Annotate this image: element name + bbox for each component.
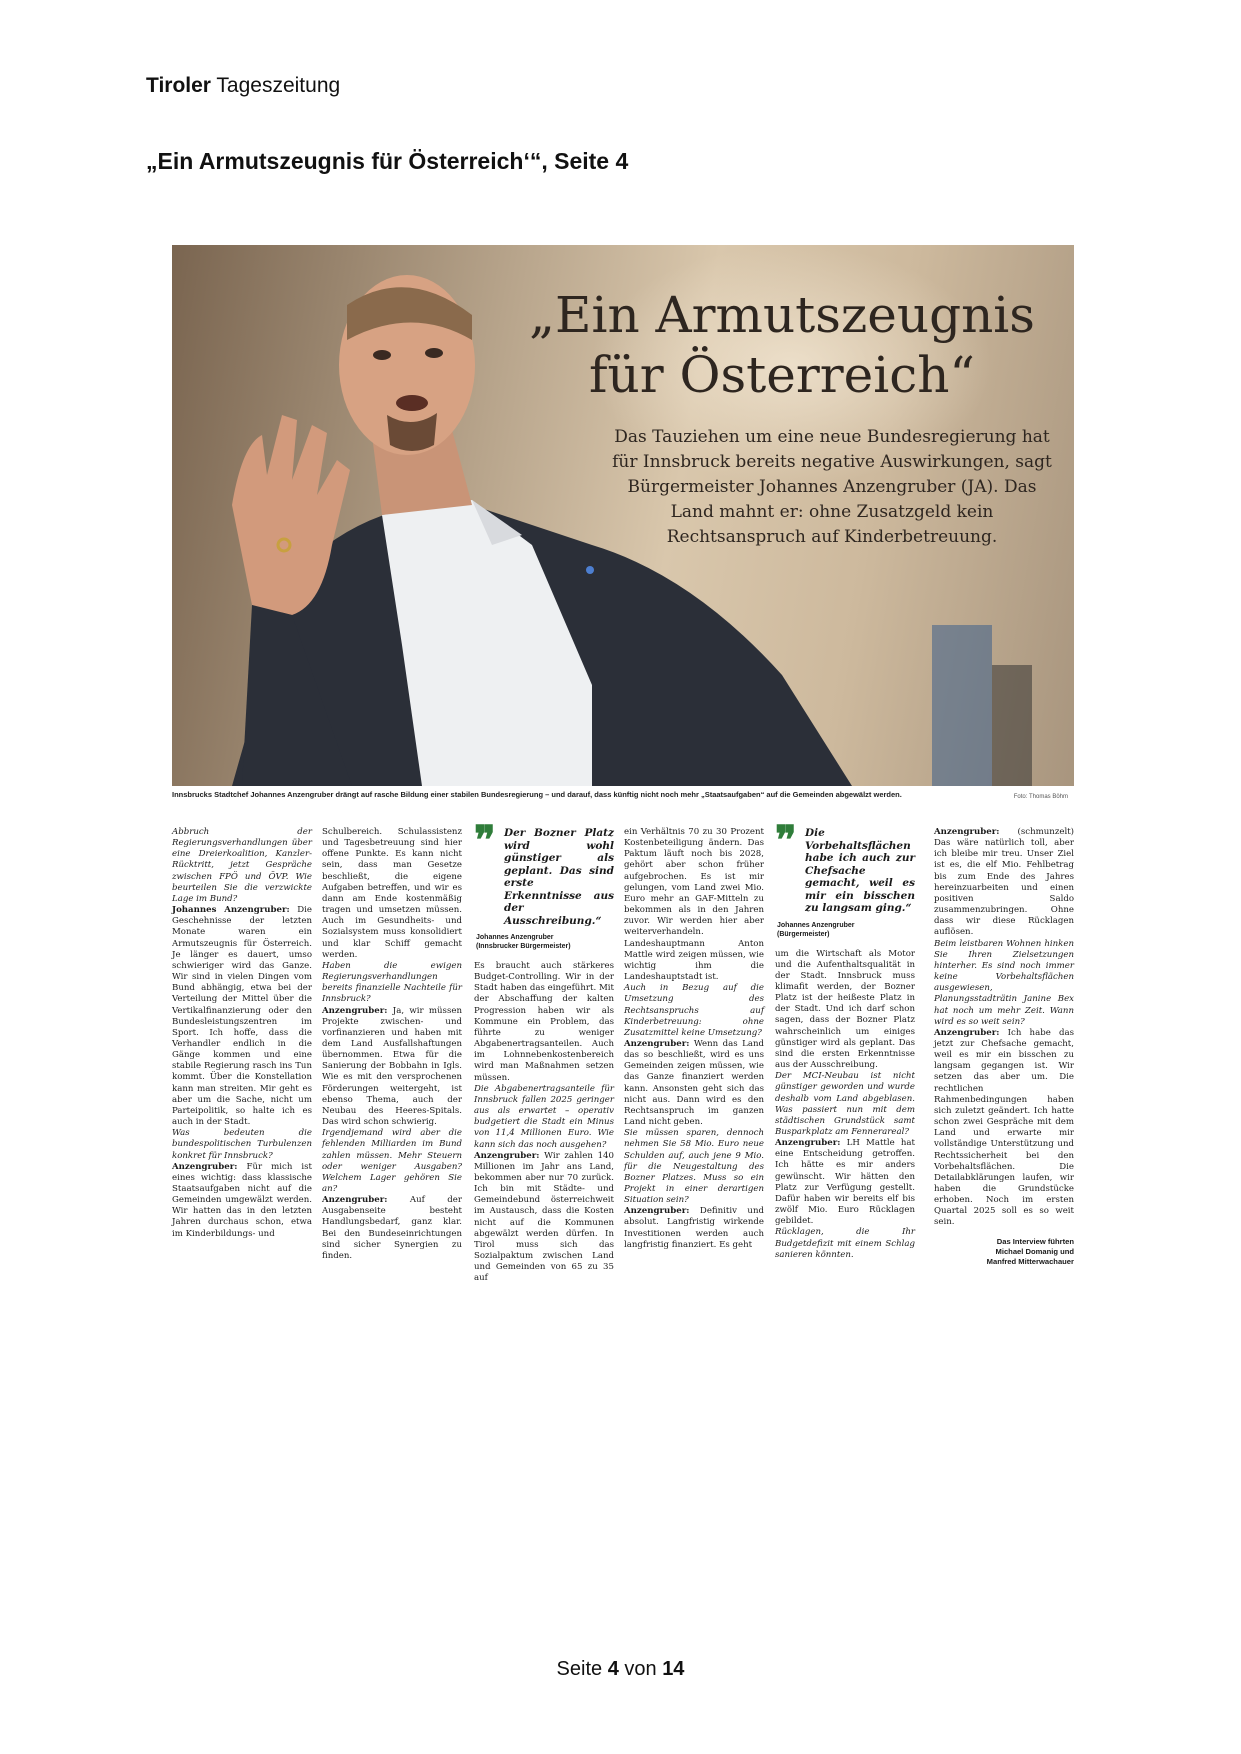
interview-question: Der MCI-Neubau ist nicht günstiger geworden und wurde deshalb vom Land abgeblasen. Was passiert nun mit dem städtischen Grundstück samt Busparkplatz am Fennerareal?	[775, 1071, 915, 1137]
speaker-name: Anzengruber:	[322, 1195, 388, 1206]
answer-text: Schulbereich. Schulassistenz und Tagesbetreuung sind hier offene Punkte. Es kann nicht sein, dass man Gesetze beschließt, die eigene Aufgaben betreffen, und wir es dann am Ende kostenmäßig tragen und umsetzen müssen. Auch im Gesundheits- und Sozialsystem muss konsolidiert und klar Schiff gemacht werden.	[322, 827, 462, 960]
text-column-5-body	[775, 949, 915, 1261]
answer-text: Ich habe das jetzt zur Chefsache gemacht, weil es mir ein bisschen zu langsam gegangen ist. Wir setzen das aber um. Die rechtlichen Rahmenbedingungen haben sich zuletzt geändert. Ich hatte schon zwei Gespräche mit dem Land und erwarte mir vollständige Unterstützung und Rechtssicherheit bei den Vorbehaltsflächen. Die Detailabklärungen laufen, wir haben die Grundstücke erhoben. Noch im ersten Quartal 2025 soll es so weit sein.	[934, 1027, 1074, 1228]
interview-answer	[322, 1195, 462, 1262]
answer-text: Für mich ist eines wichtig: dass klassische Staatsaufgaben nicht auf die Gemeinden umgewälzt werden. Wir hatten das in den letzten Jahren durchaus schon, etwa im Kinderbildungs- und	[172, 1161, 312, 1239]
interview-answer	[775, 949, 915, 1072]
pull-quote-2-source: Johannes Anzengruber (Bürgermeister)	[777, 921, 855, 938]
interview-answer	[624, 1039, 764, 1128]
speaker-name: Anzengruber:	[934, 827, 1000, 837]
interview-question: Rücklagen, die Ihr Budgetdefizit mit einem Schlag sanieren könnten.	[775, 1227, 915, 1260]
interview-answer	[172, 1162, 312, 1240]
answer-text: Es braucht auch stärkeres Budget-Controlling. Wir in der Stadt haben das eingeführt. Mit der Abschaffung der kalten Progression haben wir als Kommune ein Problem, das führte zu weniger Abgabenertragsanteilen. Auch im Lohnnebenkostenbereich wird man Maßnahmen setzen müssen.	[474, 961, 614, 1083]
speaker-name: Anzengruber:	[775, 1138, 841, 1149]
interview-answer	[322, 1006, 462, 1129]
text-column-4	[624, 827, 764, 1251]
article-body	[172, 817, 1074, 1284]
quote-mark-icon: ❞	[775, 817, 797, 864]
interview-answer	[172, 905, 312, 1128]
interview-answer	[322, 827, 462, 961]
interview-answer	[474, 961, 614, 1084]
answer-text: Wenn das Land das so beschließt, wird es uns Gemeinden zeigen müssen, wie das Ganze finanziert werden kann. Ansonsten geht sich das nicht aus. Dann wird es den Rechtsanspruch im ganzen Land nicht geben.	[624, 1038, 764, 1128]
page-headline: „Ein Armutszeugnis für Österreich‘“, Seite 4	[146, 148, 629, 174]
text-column-5	[775, 817, 915, 1261]
article-title: „Ein Armutszeugnis für Österreich“	[529, 286, 1035, 404]
interview-question: Was bedeuten die bundespolitischen Turbulenzen konkret für Innsbruck?	[172, 1128, 312, 1161]
interview-answer	[474, 1151, 614, 1285]
article-photo	[172, 245, 1074, 786]
interview-question: Beim leistbaren Wohnen hinken Sie Ihren Zielsetzungen hinterher. Es sind noch immer keine Vorbehaltsflächen ausgewiesen, Planungsstadträtin Janine Bex hat noch um mehr Zeit. Wann wird es so weit sein?	[934, 938, 1074, 1027]
interview-question: Haben die ewigen Regierungsverhandlungen bereits finanzielle Nachteile für Innsbruck?	[322, 960, 462, 1005]
answer-text: (schmunzelt) Das wäre natürlich toll, aber ich bleibe mir treu. Unser Ziel ist es, die elf Mio. Fehlbetrag bis zum Ende des Jahres hereinzuarbeiten und einen positiven Saldo zusammenzubringen. Ohne dass wir diese Rücklagen auflösen.	[934, 827, 1074, 938]
text-column-3-body	[474, 961, 614, 1285]
answer-text: Wir zahlen 140 Millionen im Jahr ans Land, bekommen aber nur 70 zurück. Ich bin mit Städte- und Gemeindebund österreichweit im Austausch, dass die Kosten nicht auf die Kommunen abgewälzt werden dürfen. In Tirol muss sich das Sozialpaktum zwischen Land und Gemeinden von 65 zu 35 auf	[474, 1150, 614, 1284]
publication-name: Tiroler Tageszeitung	[146, 74, 341, 97]
photo-caption: Innsbrucks Stadtchef Johannes Anzengruber drängt auf rasche Bildung einer stabilen Bundesregierung – und darauf, dass künftig nicht noch mehr „Staatsaufgaben“ auf die Gemeinden abgewälzt werden.	[172, 790, 902, 799]
interview-answer	[775, 1138, 915, 1227]
interview-answer	[934, 827, 1074, 939]
speaker-name: Anzengruber:	[474, 1150, 540, 1161]
speaker-name: Johannes Anzengruber:	[172, 905, 290, 916]
pull-quote-1: ❞ Der Bozner Platz wird wohl günstiger als geplant. Das sind erste Erkenntnisse aus der Ausschreibung.“	[474, 817, 614, 927]
speaker-name: Anzengruber:	[322, 1005, 388, 1016]
speaker-name: Anzengruber:	[624, 1038, 690, 1049]
interview-answer	[624, 827, 764, 983]
speaker-name: Anzengruber:	[624, 1206, 690, 1217]
pull-quote-1-source: Johannes Anzengruber (Innsbrucker Bürgermeister)	[476, 934, 571, 950]
interview-question: Irgendjemand wird aber die fehlenden Milliarden im Bund zahlen müssen. Mehr Steuern oder weniger Ausgaben? Welchem Lager gehören Sie an?	[322, 1128, 462, 1194]
answer-text: Auf der Ausgabenseite besteht Handlungsbedarf, ganz klar. Bei den Bundeseinrichtungen sind sicher Synergien zu finden.	[322, 1195, 462, 1261]
text-column-3	[474, 817, 614, 1285]
quote-mark-icon: ❞	[474, 817, 496, 864]
interview-credit: Das Interview führten Michael Domanig und Manfred Mitterwachauer	[986, 1236, 1074, 1266]
interview-answer	[934, 1028, 1074, 1229]
interview-answer	[624, 1206, 764, 1251]
page-footer: Seite 4 von 14	[556, 1658, 685, 1680]
photo-credit: Foto: Thomas Böhm	[1013, 794, 1068, 800]
speaker-name: Anzengruber:	[172, 1161, 238, 1172]
pull-quote-2: ❞ Die Vorbehaltsflächen habe ich auch zur Chefsache gemacht, weil es mir ein bisschen zu langsam ging.“	[775, 817, 915, 914]
speaker-name: Anzengruber:	[934, 1027, 1000, 1038]
answer-text: Definitiv und absolut. Langfristig wirkende Investitionen werden auch langfristig finanziert. Es geht	[624, 1206, 764, 1250]
text-column-6	[934, 827, 1074, 1267]
answer-text: LH Mattle hat eine Entscheidung getroffen. Ich hätte es mir anders gewünscht. Wir hätten den Platz zur Verfügung gestellt. Dafür haben wir bereits elf bis zwölf Mio. Euro Rücklagen gebildet.	[775, 1138, 915, 1227]
newspaper-clipping	[172, 245, 1074, 1284]
answer-text: Ja, wir müssen Projekte zwischen- und vorfinanzieren und haben mit dem Land Ausfallshaftungen übernommen. Etwa für die Sanierung der Bobbahn in Igls. Wie es mit den versprochenen Förderungen weitergeht, ist ebenso Thema, auch der Neubau des Heeres-Spitals. Das wird schon schwierig.	[322, 1005, 462, 1128]
text-column-6-body	[934, 827, 1074, 1229]
answer-text: ein Verhältnis 70 zu 30 Prozent Kostenbeteiligung ändern. Das Paktum läuft noch bis 2028, gehört aber schon früher aufgebrochen. Es ist mir gelungen, vom Land zwei Mio. Euro mehr an GAF-Mitteln zu bekommen als in den Jahren zuvor. Wir werden hier aber weiterverhandeln. Landeshauptmann Anton Mattle wird zeigen müssen, wie wichtig ihm die Landeshauptstadt ist.	[624, 827, 764, 983]
text-column-2	[322, 827, 462, 1262]
text-column-1	[172, 827, 312, 1240]
answer-text: um die Wirtschaft als Motor und die Aufenthaltsqualität in der Stadt. Innsbruck muss klimafit werden, der Bozner Platz ist der heißeste Platz in der Stadt. Und ich darf schon sagen, dass der Bozner Platz wahrscheinlich um einiges günstiger wird als geplant. Das sind die ersten Erkenntnisse aus der Ausschreibung.	[775, 948, 915, 1071]
interview-question: Auch in Bezug auf die Umsetzung des Rechtsanspruchs auf Kinderbetreuung: ohne Zusatzmittel keine Umsetzung?	[624, 983, 764, 1038]
article-deck: Das Tauziehen um eine neue Bundesregierung hat für Innsbruck bereits negative Auswirkungen, sagt Bürgermeister Johannes Anzengruber (JA). Das Land mahnt er: ohne Zusatzgeld kein Rechtsanspruch auf Kinderbetreuung.	[612, 427, 1052, 547]
answer-text: Die Geschehnisse der letzten Monate waren ein Armutszeugnis für Österreich. Je länger es dauert, umso schwieriger wird das Ganze. Wir sind in vielen Dingen vom Bund abhängig, etwa bei der Verteilung der Mittel über die Vertikalfinanzierung oder den Bundesleistungszentren im Sport. Ich hoffe, dass die Verhandler endlich in die Gänge kommen und eine stabile Regierung rasch ins Tun kommt. Über die Konstellation kann man streiten. Mir geht es aber um die Sache, nicht um Parteipolitik, so halte ich es auch in der Stadt.	[172, 905, 312, 1128]
interview-question: Die Abgabenertragsanteile für Innsbruck fallen 2025 geringer aus als erwartet – operativ budgetiert die Stadt ein Minus von 11,4 Millionen Euro. Wie kann sich das noch ausgehen?	[474, 1083, 614, 1150]
interview-question: Abbruch der Regierungsverhandlungen über eine Dreierkoalition, Kanzler-Rücktritt, jetzt Gespräche zwischen FPÖ und ÖVP. Wie beurteilen Sie die verzwickte Lage im Bund?	[172, 827, 312, 904]
interview-question: Sie müssen sparen, dennoch nehmen Sie 58 Mio. Euro neue Schulden auf, auch jene 9 Mio. für die Neugestaltung des Bozner Platzes. Muss so ein Projekt in einer derartigen Situation sein?	[624, 1128, 764, 1206]
